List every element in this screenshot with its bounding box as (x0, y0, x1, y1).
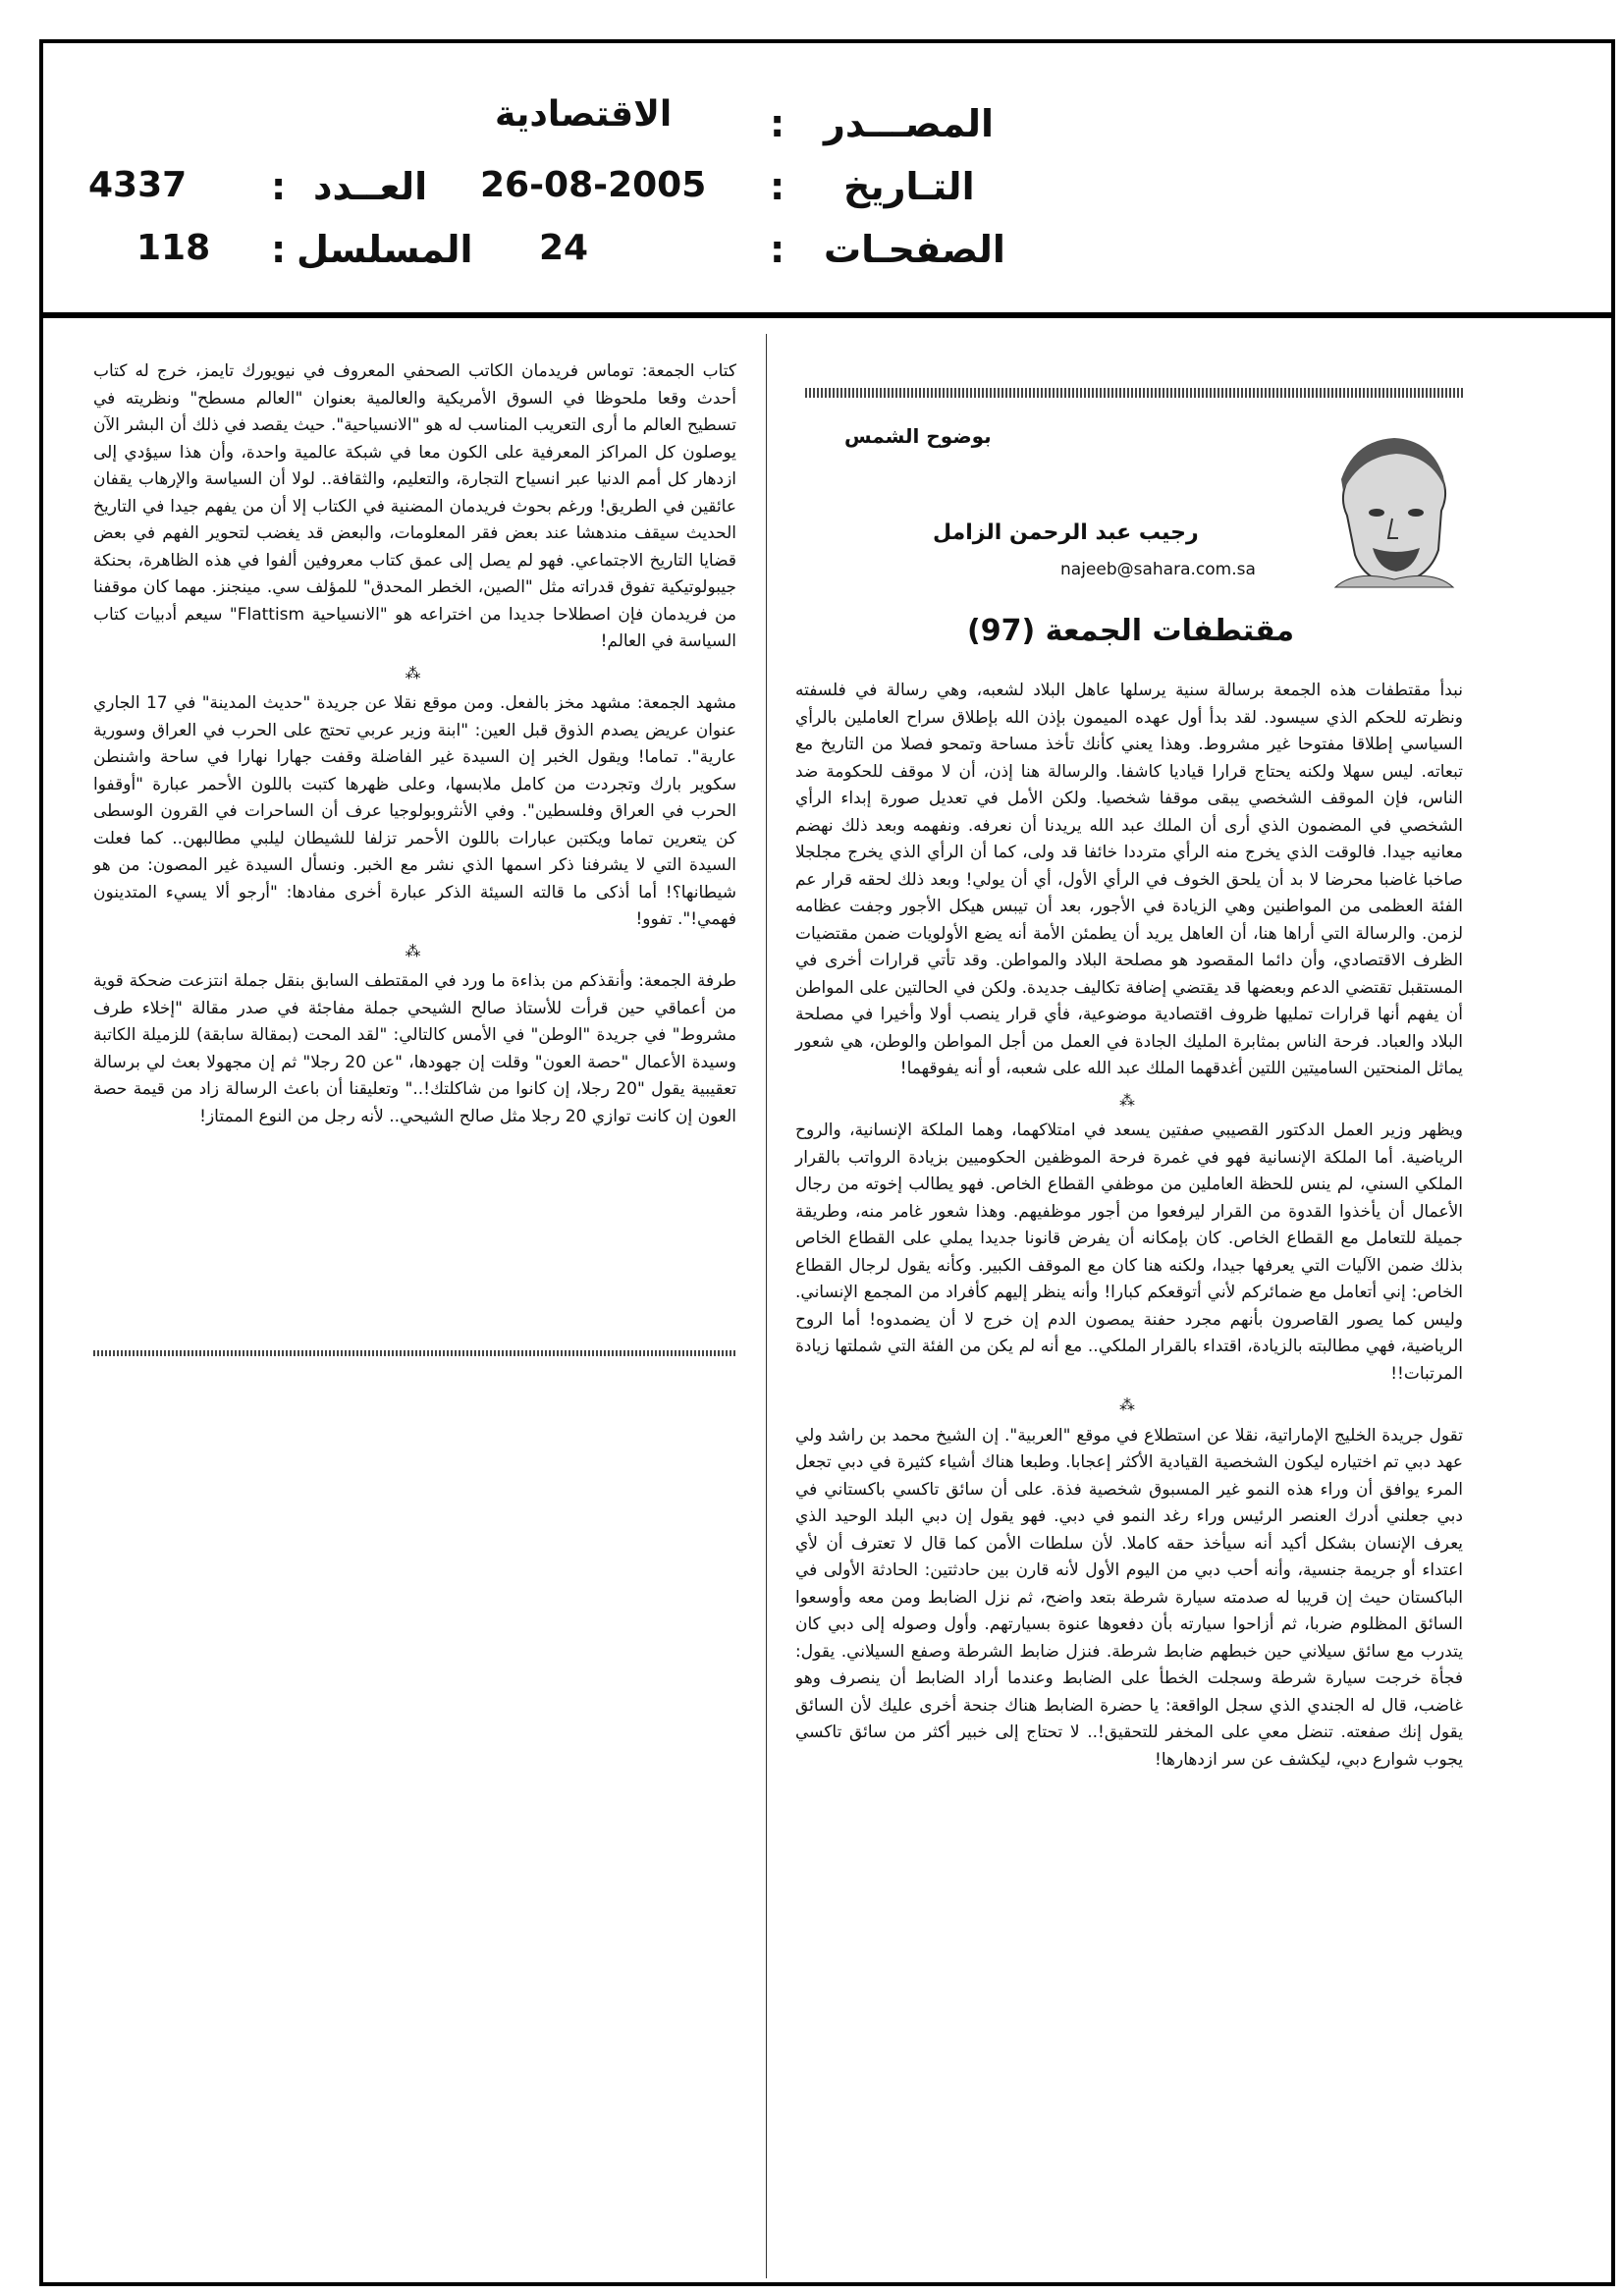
header-divider (43, 316, 1611, 318)
dubai-paragraph: تقول جريدة الخليج الإماراتية، نقلا عن استطلاع في موقع "العربية". إن الشيخ محمد بن راشد ولي عهد دبي تم اختياره ليكون الشخصية القيادية الأكثر إعجابا. وطبعا هناك أشياء كثيرة في دبي تجعل المرء يوافق أن وراء هذه النمو غير المسبوق شخصية فذة. على أن سائق تاكسي باكستاني في دبي جعلني أدرك العنصر الرئيس وراء رغد النمو في دبي. فهو يقول إن دبي البلد الوحيد الذي يعرف الإنسان بشكل أكيد أنه سيأخذ حقه كاملا. لأن سلطات الأمن كما قال لا تعترف أن لأي اعتداء أو جريمة جنسية، وأنه أحب دبي من اليوم الأول لأنه قارن بين حادثتين: الحادثة الأولى في الباكستان حيث إن قريبا له صدمته سيارة شرطة بتعد واضح، ثم نزل الضابط ومن معه وأوسعوا السائق المظلوم ضربا، ثم أزاحوا سيارته بأن دفعوها عنوة بسيارتهم. وأول وصوله إلى دبي كان يتدرب مع سائق سيلاني حين خبطهم ضابط شرطة. فنزل ضابط الشرطة وصفع السيلاني. يقول: فجأة خرجت سيارة شرطة وسجلت الخطأ على الضابط وعندما أراد الضابط أن ينصرف وهو غاضب، قال له الجندي الذي سجل الواقعة: يا حضرة الضابط هناك جنحة أخرى عليك لأن السائق يقول إنك صفعته. تنضل معي على المخفر للتحقيق!.. لا تحتاج إلى خبير أكثر من سائق تاكسي يجوب شوارع دبي، ليكشف عن سر ازدهارها! (795, 1425, 1463, 1770)
serial-label: المسلسل (297, 228, 473, 271)
serial-value: 118 (136, 228, 211, 268)
document-header (43, 43, 1611, 316)
date-label: التـاريخ (843, 165, 975, 208)
book-of-friday-paragraph: كتاب الجمعة: توماس فريدمان الكاتب الصحفي المعروف في نيويورك تايمز، خرج له كتاب أحدث وقعا ملحوظا في السوق الأمريكية والعالمية بعنوان "العالم مسطح" ونظريته في تسطيح العالم ما أرى التعريب المناسب له هو "الانسياحية". حيث يقصد في ذلك أن البشر الآن يوصلون كل المراكز المعرفية على الكون معا في شبكة عالمية واحدة، وأن هذا سيؤدي إلى ازدهار كل أمم الدنيا عبر انسياح التجارة، والتعليم، والثقافة.. لولا أن السياسة والإرهاب يقفان عائقين في الطريق! ورغم بحوث فريدمان المضنية في الكتاب إلا أن من يفهم جيدا في التاريخ الحديث سيقف مندهشا عند بعض فقر المعلومات، والبعض قد يغضب لتحوير الفهم في بعض قضايا التاريخ الاجتماعي. فهو لم يصل إلى عمق كتاب معروفين ألفوا في هذه الظاهرة، بحنكة جيبولوتيكية تفوق قدراته مثل "الصين، الخطر المحدق" للمؤلف سي. مينجنز. مهما كان موقفنا من فريدمان فإن اصطلاحا جديدا من اختراعه هو "الانسياحية Flattism" سيعم أدبيات كتاب السياسة في العالم! (93, 361, 736, 651)
pages-separator: : (770, 228, 785, 271)
author-email: najeeb@sahara.com.sa (1060, 560, 1256, 579)
right-column (795, 678, 1463, 1777)
column-name: بوضوح الشمس (844, 424, 992, 448)
issue-separator: : (271, 165, 287, 208)
labor-minister-paragraph: ويظهر وزير العمل الدكتور القصيبي صفتين يسعد في امتلاكهما، وهما الملكة الإنسانية، والروح الرياضية. أما الملكة الإنسانية فهو في غمرة فرحة الموظفين الحكوميين بزيادة الرواتب بالقرار الملكي السني، لم ينس للحظة العاملين من موظفي القطاع الخاص. فهو يطالب إخوته من رجال الأعمال أن يأخذوا القدوة من القرار ليرفعوا من أجور موظفيهم. وهذا شعور غامر منه، وطريقة جميلة للتعامل مع القطاع الخاص. كان بإمكانه أن يفرض قانونا جديدا يملي على القطاع الخاص بذلك ضمن الآليات التي يعرفها جيدا، ولكنه هنا كان مع الموقف الكبير. وكأنه يقول لرجال القطاع الخاص: إني أتعامل مع ضمائركم لأني أتوقعكم كبارا! وأنه ينظر إليهم كأفراد من المجمع الإنساني. وليس كما يصور القاصرون بأنهم مجرد حفنة يمصون الدم إن خرج لا أن يضمدوه! أما الروح الرياضية، فهي مطالبته بالزيادة، اقتداء بالقرار الملكي.. مع أنه لم يكن من الفئة التي شملتها زيادة المرتبات!! (795, 1121, 1463, 1384)
source-separator: : (770, 102, 785, 145)
issue-label: العــدد (313, 165, 428, 208)
author-photo (1316, 432, 1463, 589)
royal-message-paragraph: نبدأ مقتطفات هذه الجمعة برسالة سنية يرسلها عاهل البلاد لشعبه، وهي رسالة في فلسفته ونظرته للحكم الذي سيسود. لقد بدأ أول عهده الميمون بإذن الله بإطلاق سراح العاملين بالرأي السياسي إطلاقا مفتوحا غير مشروط. وهذا يعني كأنك تأخذ مساحة وتمحو فصلا من التاريخ مع تبعاته. ليس سهلا ولكنه يحتاج قرارا قياديا كاشفا. والرسالة هنا إذن، أن لا موقف للحكومة ضد الناس، فإن الموقف الشخصي يبقى موقفا شخصيا. ولكن الأمل في تعديل صورة إبداء الرأي الشخصي في المضمون الذي أرى أن الملك عبد الله يريدنا أن نعرفه. ونفهمه وبعد ذلك نهضم معانيه جيدا. فالوقت الذي يخرج منه الرأي مترددا خائفا قد ولى، كما أن الرأي الذي يخرج مجلجلا صاخبا غاضبا محرضا لا بد أن يلحق الخوف في الرأي الأول، أي أن يولي! وبعد ذلك لحقه قرار عم الفئة العظمى من المواطنين وهي الزيادة في الأجور، بعد أن تيبس هيكل الأجور وجفت عظامه لزمن. والرسالة التي أراها هنا، أن العاهل يريد أن يطمئن الأمة أنه يضع الأولويات ضمن مقتضيات الظرف الاقتصادي، وأن دائما المقصود هو مصلحة البلاد والمواطن. وقد تأتي قرارات أخرى في المستقبل تقتضي الدعم وبعضها قد يقتضي إضافة تكاليف جديدة. ولكن في الحالتين على المواطن أن يفهم أنها قرارات تمليها ظروف اقتصادية موضوعية، فأي قرار ينصب أولا وأخيرا في مصلحة البلاد والعباد. فرحة الناس بمثابرة المليك الجادة في العمل من أجل المواطن والوطن، هي شعور يماثل المنحتين الساميتين اللتين أغدقهما الملك عبد الله على شعبه، أو أنه يفوقهما! (795, 681, 1463, 1078)
author-name: رجيب عبد الرحمن الزامل (933, 520, 1199, 545)
section-separator: ⁂ (1119, 1090, 1139, 1110)
left-column-end-rule (93, 1350, 736, 1356)
section-separator: ⁂ (405, 941, 425, 960)
left-column (93, 358, 736, 1134)
source-value: الاقتصادية (495, 94, 673, 135)
column-top-rule (805, 388, 1463, 398)
column-rule (766, 334, 767, 2278)
section-separator: ⁂ (1119, 1395, 1139, 1414)
section-separator: ⁂ (405, 663, 425, 683)
pages-value: 24 (539, 228, 589, 268)
issue-value: 4337 (88, 165, 188, 205)
joke-of-friday-paragraph: طرفة الجمعة: وأنقذكم من بذاءة ما ورد في المقتطف السابق بنقل جملة انتزعت ضحكة قوية من أعماقي حين قرأت للأستاذ صالح الشيحي جملة مفاجئة في صدر مقالة "إخلاء طرف مشروط" في جريدة "الوطن" في الأمس كالتالي: "لقد المحت (بمقالة سابقة) للزميلة الكاتبة وسيدة الأعمال "حصة العون" وقلت إن جهودها، "عن 20 رجلا" ثم إن مجهولا بعث لي برسالة تعقيبية يقول "20 رجلا، إن كانوا من شاكلتك!.." وتعليقنا أن باعث الرسالة زاد من قيمة حصة العون إن كانت توازي 20 رجلا مثل صالح الشيحي.. لأنه رجل من النوع الممتاز! (93, 971, 736, 1126)
source-label: المصـــدر (824, 102, 995, 145)
serial-separator: : (271, 228, 287, 271)
pages-label: الصفحـات (824, 228, 1005, 271)
scene-of-friday-paragraph: مشهد الجمعة: مشهد مخز بالفعل. ومن موقع نقلا عن جريدة "حديث المدينة" في 17 الجاري عنوان عريض يصدم الذوق قبل العين: "ابنة وزير عربي تحتج على الحرب في العراق وسورية عارية". تماما! ويقول الخبر إن السيدة غير الفاضلة وقفت جهارا نهارا في ساحة واشنطن سكوير بارك وتجردت من كامل ملابسها، وعلى ظهرها كتبت باللون الأحمر عبارة "أوقفوا الحرب في العراق وفلسطين". وفي الأنثروبولوجيا عرف أن الساحرات في القرون الوسطى كن يتعرين تماما ويكتبن عبارات باللون الأحمر تزلفا للشيطان ليلبي مطالبهن.. كما فعلت السيدة التي لا يشرفنا ذكر اسمها الذي نشر مع الخبر. ونسأل السيدة غير المصون: من هو شيطانها؟! أما أذكى ما قالته السيئة الذكر عبارة أخرى مفادها: "أرجو ألا يسيء المتدينون فهمي!". تفوو! (93, 693, 737, 929)
date-separator: : (770, 165, 785, 208)
article-headline: مقتطفات الجمعة (97) (967, 614, 1295, 648)
date-value: 26-08-2005 (480, 165, 707, 205)
